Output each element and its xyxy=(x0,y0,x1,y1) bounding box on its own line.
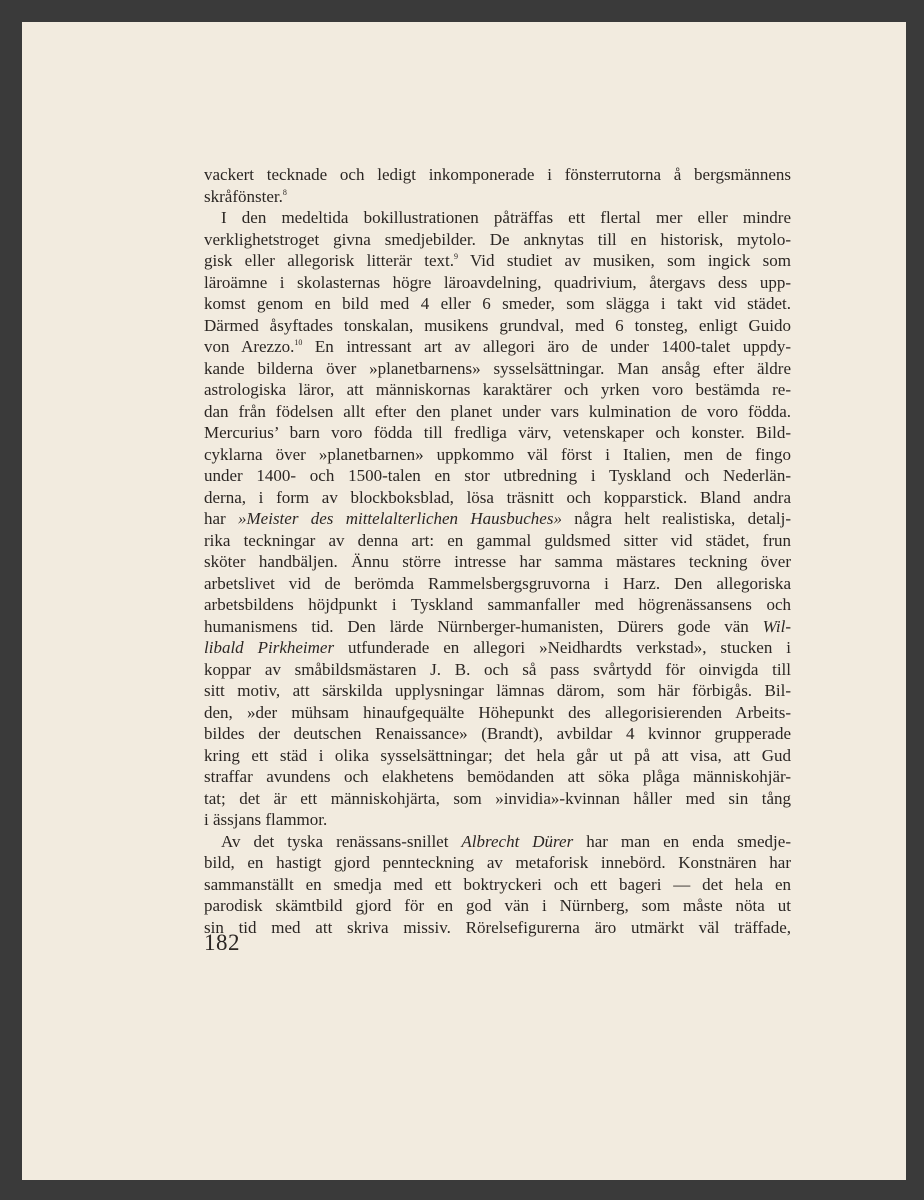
text-segment: i ässjans flammor. xyxy=(204,810,328,829)
text-segment: arbetslivet vid de berömda Rammelsbergsgruvorna i Harz. Den allegoriska xyxy=(204,573,791,593)
text-segment: dan från födelsen allt efter den planet under vars kulmination de voro födda. xyxy=(204,401,791,421)
text-line xyxy=(204,637,791,659)
text-line xyxy=(204,186,791,208)
text-segment: läroämne i skolasternas högre läroavdelning, quadrivium, återgavs dess upp- xyxy=(204,272,791,292)
text-line xyxy=(204,315,791,337)
text-segment: tat; det är ett människohjärta, som »invidia»-kvinnan håller med sin tång xyxy=(204,788,791,808)
text-segment: Därmed åsyftades tonskalan, musikens grundval, med 6 tonsteg, enligt Guido xyxy=(204,315,791,335)
text-segment: bild, en hastigt gjord pennteckning av metaforisk innebörd. Konstnären har xyxy=(204,853,791,872)
text-segment: bildes der deutschen Renaissance» (Brandt), avbildar 4 kvinnor grupperade xyxy=(204,724,791,743)
text-segment: Vid studiet av musiken, som ingick som xyxy=(458,251,792,270)
text-line xyxy=(204,788,791,810)
text-line xyxy=(204,530,791,552)
text-line xyxy=(204,659,791,681)
italic-text: Albrecht Dürer xyxy=(461,831,574,851)
text-segment: koppar av småbildsmästaren J. B. och så pass svårtydd för oinvigda till xyxy=(204,659,791,679)
text-segment: har xyxy=(204,509,239,528)
text-segment: verklighetstroget givna smedjebilder. De anknytas till en historisk, mytolo- xyxy=(204,229,791,249)
text-line xyxy=(204,444,791,466)
text-segment: derna, i form av blockboksblad, lösa träsnitt och kopparstick. Bland andra xyxy=(204,487,791,507)
text-line xyxy=(204,809,791,831)
footnote-marker: 9 xyxy=(454,252,459,261)
italic-text: Wil- xyxy=(762,616,791,636)
text-segment: von Arezzo. xyxy=(204,337,295,356)
page-number: 182 xyxy=(204,930,240,955)
text-line xyxy=(204,573,791,595)
italic-text: »Meister des mittelalterlichen Hausbuches» xyxy=(238,509,562,528)
text-line xyxy=(204,379,791,401)
text-segment: komst genom en bild med 4 eller 6 smeder, som slägga i takt vid städet. xyxy=(204,294,791,313)
text-line xyxy=(204,358,791,380)
text-segment: kande bilderna över »planetbarnens» sysselsättningar. Man ansåg efter äldre xyxy=(204,358,791,378)
text-segment: parodisk skämtbild gjord för en god vän i Nürnberg, som måste nöta ut xyxy=(204,896,791,915)
footnote-marker: 10 xyxy=(294,338,303,347)
text-column xyxy=(204,164,791,938)
text-segment: kring ett städ i olika sysselsättningar; det hela går ut på att visa, att Gud xyxy=(204,745,791,765)
text-line xyxy=(204,508,791,530)
text-segment: några helt realistiska, detalj- xyxy=(561,509,791,528)
text-line xyxy=(204,594,791,616)
text-segment: astrologiska läror, att människornas karaktärer och yrken voro bestämda re- xyxy=(204,380,791,399)
text-segment: har man en enda smedje- xyxy=(573,831,791,851)
text-line xyxy=(204,616,791,638)
text-line xyxy=(204,895,791,917)
text-segment: sköter handbäljen. Ännu större intresse har samma mästares teckning över xyxy=(204,552,791,571)
text-segment: straffar avundens och elakhetens bemödanden att söka plåga människohjär- xyxy=(204,767,791,786)
text-line xyxy=(204,401,791,423)
text-segment: vackert tecknade och ledigt inkomponerade i fönsterrutorna å bergsmännens xyxy=(204,165,791,184)
text-line xyxy=(204,874,791,896)
text-segment: I den medeltida bokillustrationen påträffas ett flertal mer eller mindre xyxy=(221,208,791,227)
text-segment: skråfönster. xyxy=(204,186,283,206)
text-segment: rika teckningar av denna art: en gammal guldsmed sitter vid städet, frun xyxy=(204,530,791,550)
footnote-marker: 8 xyxy=(282,187,287,197)
text-line xyxy=(204,164,791,186)
text-segment: arbetsbildens höjdpunkt i Tyskland sammanfaller med högrenässansens och xyxy=(204,595,791,614)
book-page xyxy=(22,22,906,1180)
text-segment: gisk eller allegorisk litterär text. xyxy=(204,251,455,270)
text-line xyxy=(204,336,791,358)
text-line xyxy=(204,293,791,315)
text-line xyxy=(204,207,791,229)
text-line xyxy=(204,487,791,509)
text-line xyxy=(204,766,791,788)
text-segment: Av det tyska renässans-snillet xyxy=(221,831,462,851)
text-segment: sammanställt en smedja med ett boktryckeri och ett bageri — det hela en xyxy=(204,874,791,894)
text-segment: utfunderade en allegori »Neidhardts verkstad», stucken i xyxy=(334,638,792,657)
text-line xyxy=(204,702,791,724)
text-line xyxy=(204,272,791,294)
text-line xyxy=(204,551,791,573)
text-line xyxy=(204,229,791,251)
text-segment: Mercurius’ barn voro födda till fredliga värv, vetenskaper och konster. Bild- xyxy=(204,423,791,442)
text-line xyxy=(204,917,791,939)
text-line xyxy=(204,745,791,767)
italic-text: libald Pirkheimer xyxy=(204,638,335,657)
text-line xyxy=(204,723,791,745)
text-segment: under 1400- och 1500-talen en stor utbredning i Tyskland och Nederlän- xyxy=(204,466,791,485)
text-line xyxy=(204,831,791,853)
text-segment: sin tid med att skriva missiv. Rörelsefigurerna äro utmärkt väl träffade, xyxy=(204,917,791,937)
text-line xyxy=(204,852,791,874)
text-segment: En intressant art av allegori äro de under 1400-talet uppdy- xyxy=(302,337,791,356)
text-segment: humanismens tid. Den lärde Nürnberger-humanisten, Dürers gode vän xyxy=(204,616,763,636)
text-line xyxy=(204,680,791,702)
text-line xyxy=(204,465,791,487)
text-line xyxy=(204,250,791,272)
text-segment: cyklarna över »planetbarnen» uppkommo väl först i Italien, men de fingo xyxy=(204,444,791,464)
text-segment: den, »der mühsam hinaufgequälte Höhepunkt des allegorisierenden Arbeits- xyxy=(204,702,791,722)
text-line xyxy=(204,422,791,444)
text-segment: sitt motiv, att särskilda upplysningar lämnas därom, som här förbigås. Bil- xyxy=(204,681,791,700)
